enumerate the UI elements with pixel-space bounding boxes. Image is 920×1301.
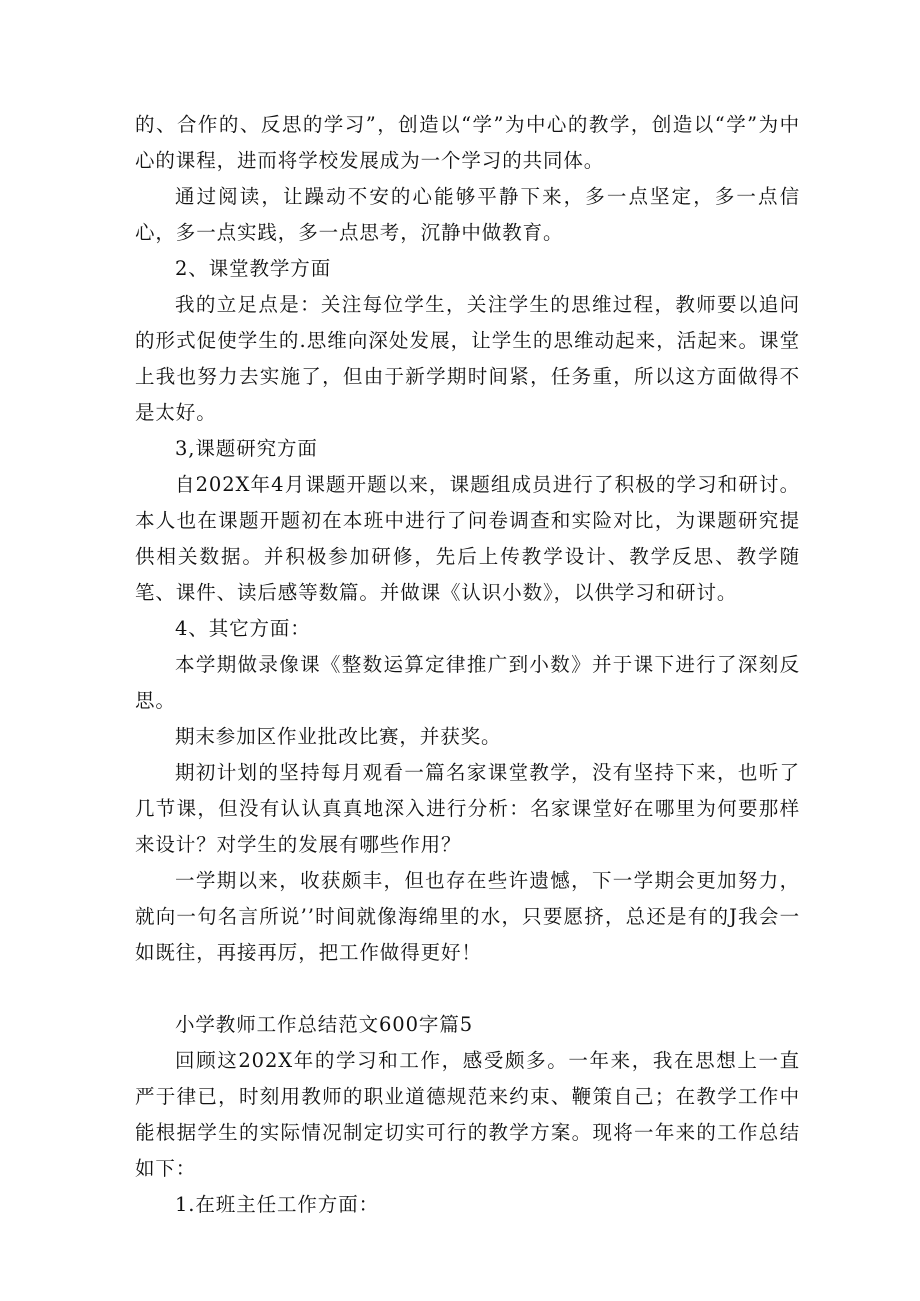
heading-class-teacher: 1.在班主任工作方面： (175, 1193, 380, 1216)
paragraph-competition: 期末参加区作业批改比赛，并获奖。 (175, 725, 502, 748)
paragraph-video-lesson: 本学期做录像课《整数运算定律推广到小数》并于课下进行了深刻反思。 (135, 653, 800, 712)
heading-research: 3,课题研究方面 (175, 437, 318, 460)
paragraph-plan: 期初计划的坚持每月观看一篇名家课堂教学，没有坚持下来，也听了几节课，但没有认认真真地深入进行分析：名家课堂好在哪里为何要那样来设计？对学生的发展有哪些作用？ (135, 761, 800, 856)
paragraph-classroom-teaching: 我的立足点是：关注每位学生，关注学生的思维过程，教师要以追问的形式促使学生的.思维向深处发展，让学生的思维动起来，活起来。课堂上我也努力去实施了，但由于新学期时间紧，任务重，所以这方面做得不是太好。 (135, 293, 800, 424)
paragraph-review: 回顾这202X年的学习和工作，感受颇多。一年来，我在思想上一直严于律已，时刻用教师的职业道德规范来约束、鞭策自己；在教学工作中能根据学生的实际情况制定切实可行的教学方案。现将一年来的工作总结如下： (135, 1049, 800, 1180)
heading-classroom-teaching: 2、课堂教学方面 (175, 257, 332, 280)
heading-other: 4、其它方面： (175, 617, 311, 640)
section-spacer (135, 971, 800, 1007)
paragraph-research: 自202X年4月课题开题以来，课题组成员进行了积极的学习和研讨。本人也在课题开题初在本班中进行了问卷调查和实险对比，为课题研究提供相关数据。并积极参加研修，先后上传教学设计、教学反思、教学随笔、课件、读后感等数篇。并做课《认识小数》，以供学习和研讨。 (135, 473, 800, 604)
paragraph-reading: 通过阅读，让躁动不安的心能够平静下来，多一点坚定，多一点信心，多一点实践，多一点思考，沉静中做教育。 (135, 185, 800, 244)
paragraph-continuation: 的、合作的、反思的学习”，创造以“学”为中心的教学，创造以“学”为中心的课程，进而将学校发展成为一个学习的共同体。 (135, 113, 800, 172)
document-body (135, 107, 800, 1223)
paragraph-summary: 一学期以来，收获颇丰，但也存在些许遗憾，下一学期会更加努力，就向一句名言所说’’时间就像海绵里的水，只要愿挤，总还是有的J我会一如既往，再接再厉，把工作做得更好！ (135, 869, 800, 964)
section-title: 小学教师工作总结范文600字篇5 (175, 1013, 474, 1036)
